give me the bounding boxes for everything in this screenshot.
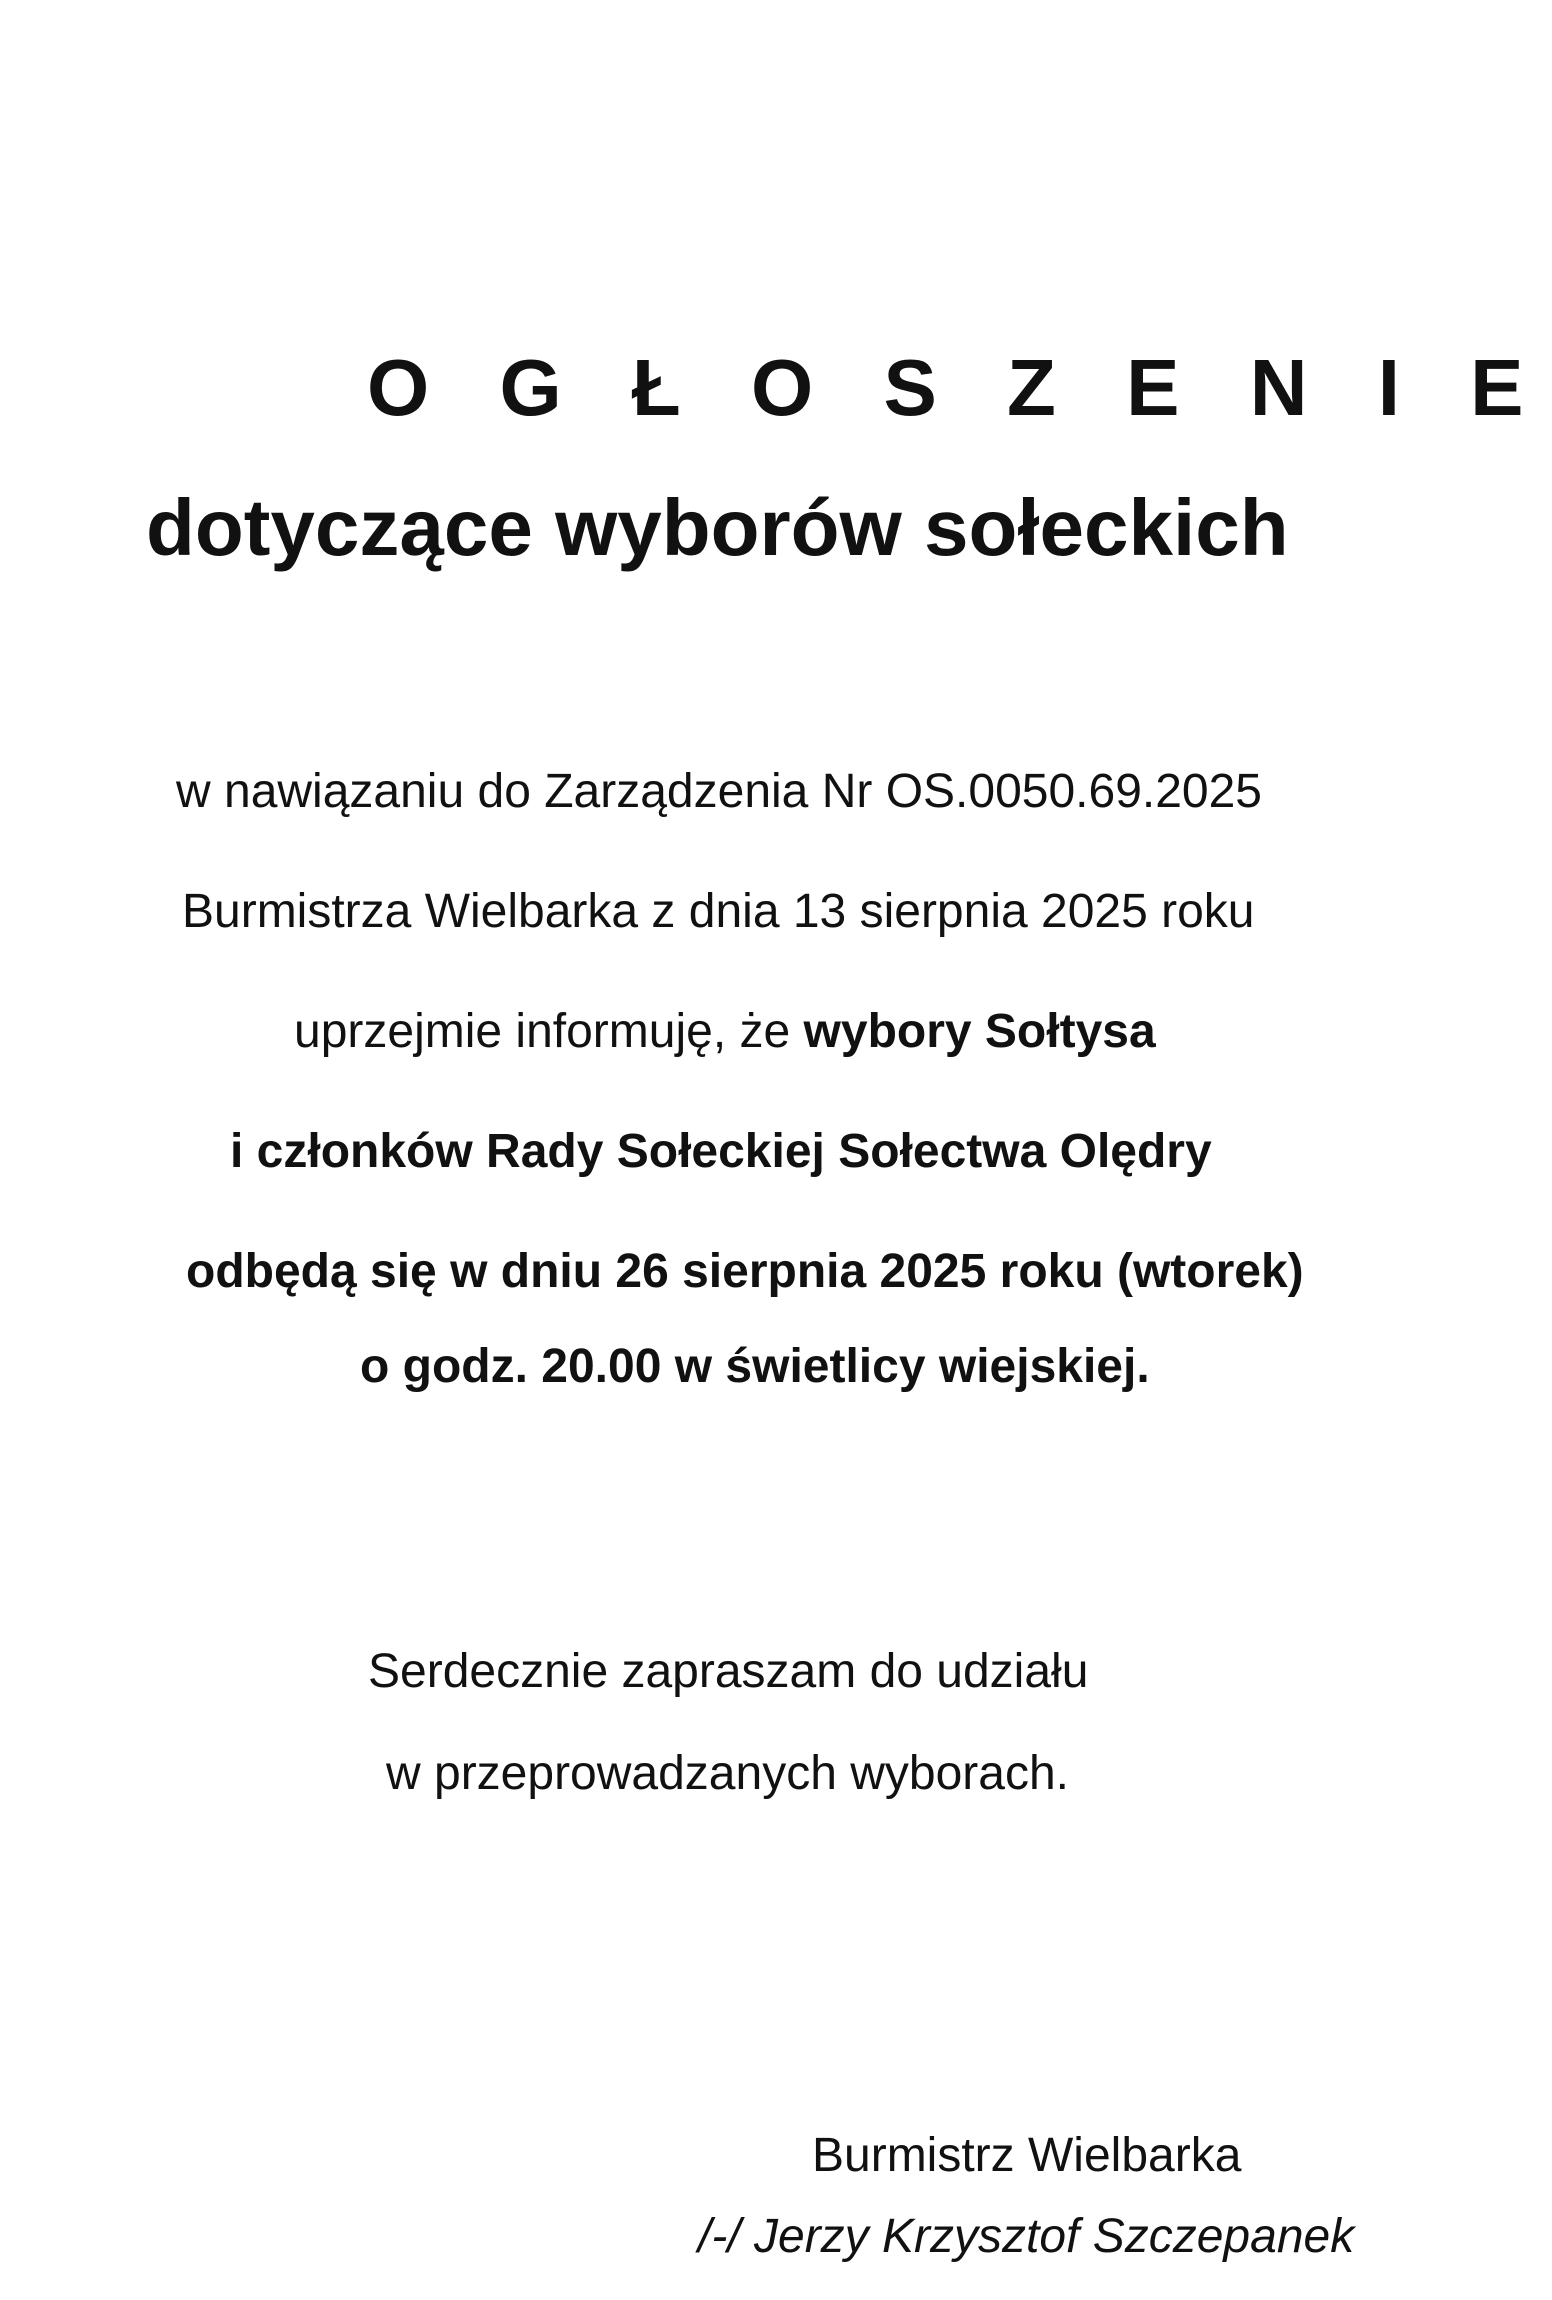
- invitation-line-2: w przeprowadzanych wyborach.: [386, 1747, 1069, 1800]
- body-line-date: odbędą się w dniu 26 sierpnia 2025 roku (wtorek): [186, 1245, 1304, 1298]
- invitation-line-1: Serdecznie zapraszam do udziału: [368, 1645, 1089, 1698]
- body-line-council: i członków Rady Sołeckiej Sołectwa Olędry: [230, 1125, 1212, 1178]
- body-line-inform: [294, 1005, 1156, 1058]
- signature-role: Burmistrz Wielbarka: [812, 2129, 1242, 2182]
- signature-name: /-/ Jerzy Krzysztof Szczepanek: [698, 2210, 1355, 2263]
- document-subtitle: dotyczące wyborów sołeckich: [146, 483, 1289, 572]
- body-line-place: o godz. 20.00 w świetlicy wiejskiej.: [360, 1340, 1150, 1393]
- document-title: O G Ł O S Z E N I E: [367, 343, 1548, 432]
- body-line-inform-prefix: uprzejmie informuję, że: [294, 1005, 804, 1058]
- body-line-inform-bold: wybory Sołtysa: [803, 1005, 1156, 1058]
- body-line-ordinance: w nawiązaniu do Zarządzenia Nr OS.0050.69.2025: [176, 765, 1262, 818]
- body-line-mayor-date: Burmistrza Wielbarka z dnia 13 sierpnia 2025 roku: [182, 885, 1255, 938]
